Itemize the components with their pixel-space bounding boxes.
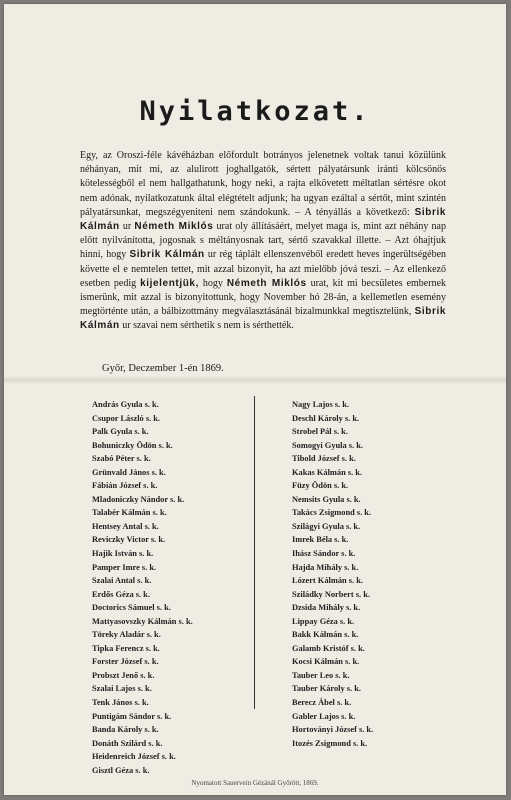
signatory-name: Strobel Pál s. k. (292, 427, 348, 437)
signatory-name: Lózert Kálmán s. k. (292, 576, 363, 586)
signatory-name: Tipka Ferencz s. k. (92, 643, 160, 653)
signatory-name: Szalai Lajos s. k. (92, 684, 152, 694)
signatory-name: Hajda Mihály s. k. (292, 562, 359, 572)
paper-fold (4, 376, 506, 384)
signatory-name: Ihász Sándor s. k. (292, 549, 356, 559)
signatory-name: Imrek Béla s. k. (292, 535, 349, 545)
signatory-name: Tauber Leo s. k. (292, 670, 350, 680)
signatory-name: Hentsey Antal s. k. (92, 521, 159, 531)
page-title: Nyilatkozat. (139, 96, 371, 127)
signatory-name: Nemsits Gyula s. k. (292, 494, 361, 504)
text-segment: hogy (198, 277, 227, 289)
signatory-name: Gabler Lajos s. k. (292, 711, 356, 721)
signatory-name: Hajik István s. k. (92, 549, 154, 559)
signatory-name: Pamper Imre s. k. (92, 562, 157, 572)
signatory-name: Erdős Géza s. k. (92, 589, 150, 599)
signatory-name: Forster József s. k. (92, 657, 159, 667)
signatory-name: Donáth Szilárd s. k. (92, 738, 163, 748)
name-sibrik: Sibrik Kálmán (80, 206, 446, 233)
signatory-name: Tibold József s. k. (292, 454, 356, 464)
printer-imprint: Nyomatott Sauervein Gézánál Győrött, 1869. (191, 779, 319, 787)
signatory-name: Lippay Géza s. k. (292, 616, 355, 626)
signatory-name: Mattyasovszky Kálmán s. k. (92, 616, 193, 626)
signatory-name: Talabér Kálmán s. k. (92, 508, 167, 518)
signatory-name: Hortoványi József s. k. (292, 725, 374, 735)
text-segment: ur rég táplált ellenszenvéből eredett heves ingerültségében követte el e nemtelen tettet, mit azzal bizonyit, ha azt mielőbb jóvá teszi. – Az ellenkező esetben pedig (80, 249, 447, 289)
document-page (4, 4, 506, 795)
signatory-name: Tauber Károly s. k. (292, 684, 361, 694)
signatory-name: András Gyula s. k. (92, 400, 159, 409)
signatory-name: Szabó Péter s. k. (92, 454, 151, 464)
signatory-name: Dzsida Mihály s. k. (292, 603, 361, 613)
signatory-name: Deschl Károly s. k. (292, 413, 360, 423)
signatory-name: Galamb Kristóf s. k. (292, 643, 365, 653)
signatory-name: Tenk János s. k. (92, 698, 149, 708)
name-sibrik: Sibrik Kálmán (129, 249, 205, 261)
column-divider (254, 396, 255, 709)
signatory-name: Bohuniczky Ödön s. k. (92, 440, 173, 450)
signatory-name: Itozés Zsigmond s. k. (292, 738, 368, 748)
emphasis-kijelentjuk: kijelentjük, (140, 277, 199, 289)
signatory-name: Gisztl Géza s. k. (92, 765, 150, 775)
declaration-text (80, 149, 446, 334)
text-segment: Egy, az Oroszi-féle kávéházban előfordult botrányos jelenetnek voltak tanui közülünk néhányan, mit mi, az alulirott joghallgatók, sértett pályatársunk iránti kölcsönös kötelességből el nem hallgathatunk, hogy neki, a rajta elkövetett méltatlan sértésre okot nem adónak, nyilatkozatunk által elégtételt adjunk; ha ugyan ezáltal a sértőt, mint szintén pályatársunkat, megszégyeniteni nem szándokunk. – A tényállás a következő: (80, 150, 446, 218)
signatory-name: Banda Károly s. k. (92, 725, 159, 735)
signatory-name: Szalai Antal s. k. (92, 576, 152, 586)
text-segment: ur (119, 221, 135, 233)
signatory-name: Palk Gyula s. k. (92, 427, 149, 437)
signatory-name: Kakas Kálmán s. k. (292, 467, 363, 477)
name-nemeth: Németh Miklós (226, 277, 307, 289)
text-segment: urat oly állításáért, melyet maga is, mint azt néhány nap előtt nyilvánította, jogosnak s méltányosnak tart, sértő szavakkal illette. – Azt óhajtjuk hinni, hogy (80, 221, 446, 261)
signatories-right-column (292, 398, 373, 750)
signatory-name: Bakk Kálmán s. k. (292, 630, 359, 640)
signatory-name: Reviczky Victor s. k. (92, 535, 166, 545)
signatory-name: Doctorics Sámuel s. k. (92, 603, 171, 613)
name-sibrik: Sibrik Kálmán (80, 306, 446, 332)
signatory-name: Mladoniczky Nándor s. k. (92, 494, 185, 504)
signatory-name: Töreky Aladár s. k. (92, 630, 161, 640)
signatory-name: Somogyi Gyula s. k. (292, 440, 363, 450)
signatory-name: Heidenreich József s. k. (92, 752, 176, 762)
signatory-name: Berecz Ábel s. k. (292, 698, 352, 708)
signatory-name: Fábián József s. k. (92, 481, 158, 491)
signatory-name: Nagy Lajos s. k. (292, 400, 350, 409)
signatory-name: Takács Zsigmond s. k. (292, 508, 372, 518)
signatories-left-column (92, 398, 193, 777)
signatory-name: Puntigám Sándor s. k. (92, 711, 172, 721)
signatory-name: Füzy Ödön s. k. (292, 481, 349, 491)
signatory-name: Szilágyi Gyula s. k. (292, 521, 361, 531)
declaration-paragraph (80, 149, 446, 334)
signatory-name: Sziládky Norbert s. k. (292, 589, 370, 599)
signatory-name: Probszt Jenő s. k. (92, 670, 155, 680)
signatory-name: Csupor László s. k. (92, 413, 161, 423)
text-segment: ur szavai nem sérthetik s nem is sérthették. (119, 320, 294, 332)
signatory-name: Kocsi Kálmán s. k. (292, 657, 360, 667)
signatory-name: Grünvald János s. k. (92, 467, 166, 477)
name-nemeth: Németh Miklós (134, 221, 214, 233)
text-segment: urat, kit mi becsületes embernek ismerünk, mit azzal is bizonyitottunk, hogy November hó 28-án, a kellemetlen esemény megtörténte után, a bálbizottmány megválasztásánál bizalmunkkal megtisztelünk, (80, 277, 447, 318)
date-line: Győr, Deczember 1-én 1869. (102, 363, 224, 374)
